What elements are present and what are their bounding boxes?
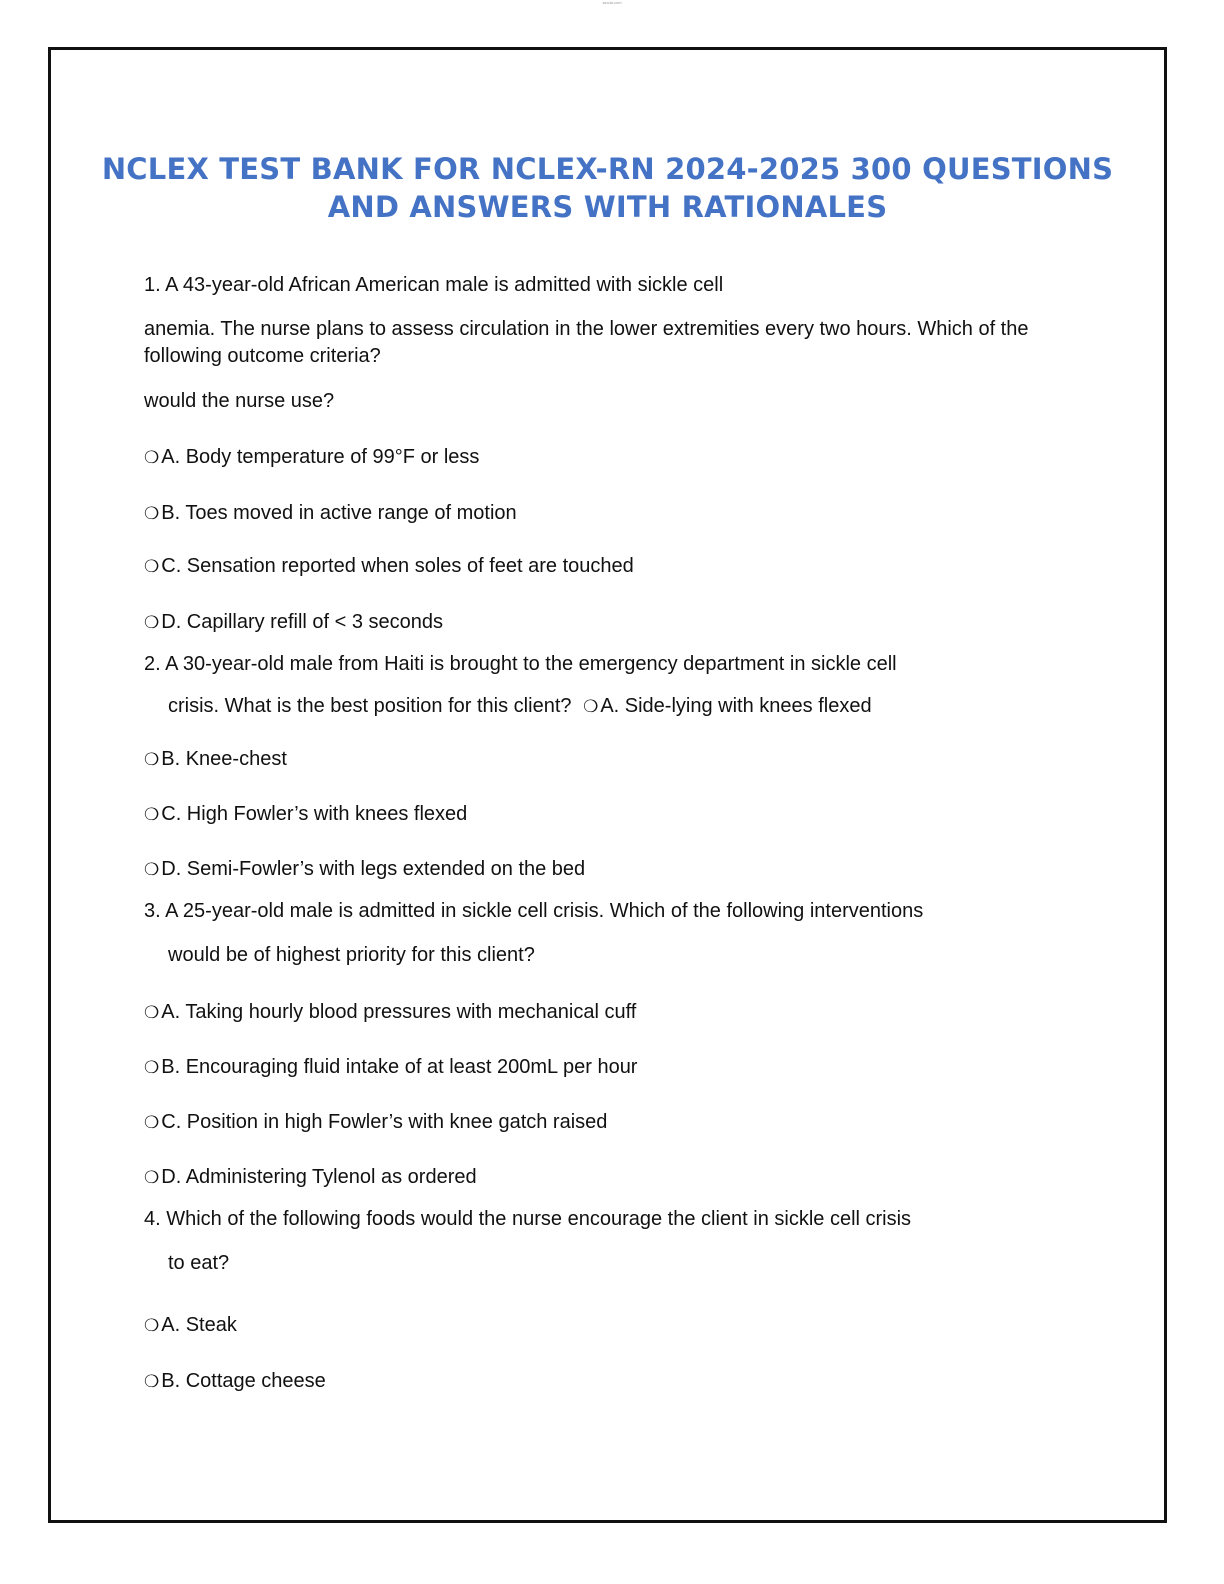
question-1-option-b[interactable]	[144, 500, 517, 527]
radio-circle-icon: ❍	[144, 805, 160, 824]
question-1-option-c[interactable]	[144, 553, 634, 580]
radio-circle-icon: ❍	[144, 860, 160, 879]
radio-circle-icon: ❍	[583, 697, 599, 716]
question-2-stem-line-1: 2. A 30-year-old male from Haiti is brought to the emergency department in sickle cell	[144, 653, 897, 675]
question-2-option-d[interactable]	[144, 856, 585, 883]
question-1-option-a[interactable]	[144, 444, 479, 471]
question-4-option-a[interactable]	[144, 1312, 237, 1339]
question-3-option-c[interactable]	[144, 1109, 607, 1136]
question-4-option-b[interactable]	[144, 1368, 326, 1395]
option-label: D. Semi-Fowler’s with legs extended on the bed	[161, 858, 586, 880]
option-label: C. Position in high Fowler’s with knee gatch raised	[161, 1111, 608, 1133]
radio-circle-icon: ❍	[144, 1168, 160, 1187]
option-label: D. Capillary refill of < 3 seconds	[161, 611, 444, 633]
option-label: B. Encouraging fluid intake of at least 200mL per hour	[161, 1056, 638, 1078]
question-4-stem-line-2: to eat?	[168, 1252, 230, 1274]
radio-circle-icon: ❍	[144, 1372, 160, 1391]
question-1-stem-line-3: following outcome criteria?	[144, 345, 381, 367]
question-3-stem-line-2: would be of highest priority for this client?	[168, 944, 535, 966]
question-1-stem-line-1: 1. A 43-year-old African American male is admitted with sickle cell	[144, 274, 724, 296]
question-4-stem-line-1: 4. Which of the following foods would the nurse encourage the client in sickle cell crisis	[144, 1208, 912, 1230]
radio-circle-icon: ❍	[144, 1316, 160, 1335]
question-2-option-a[interactable]	[583, 695, 872, 717]
question-3-stem-line-1: 3. A 25-year-old male is admitted in sickle cell crisis. Which of the following interventions	[144, 900, 924, 922]
option-label: A. Side-lying with knees flexed	[600, 695, 872, 717]
question-2-option-b[interactable]	[144, 746, 287, 773]
radio-circle-icon: ❍	[144, 557, 160, 576]
radio-circle-icon: ❍	[144, 1113, 160, 1132]
radio-circle-icon: ❍	[144, 448, 160, 467]
question-2-option-c[interactable]	[144, 801, 467, 828]
option-label: C. High Fowler’s with knees flexed	[161, 803, 468, 825]
title-line-2: AND ANSWERS WITH RATIONALES	[327, 190, 888, 224]
radio-circle-icon: ❍	[144, 750, 160, 769]
question-1-stem-line-4: would the nurse use?	[144, 390, 335, 412]
option-label: B. Knee-chest	[161, 748, 287, 770]
option-label: B. Cottage cheese	[161, 1370, 326, 1392]
question-3-option-d[interactable]	[144, 1164, 477, 1191]
option-label: A. Steak	[161, 1314, 237, 1336]
question-3-option-b[interactable]	[144, 1054, 637, 1081]
radio-circle-icon: ❍	[144, 1058, 160, 1077]
title-line-1: NCLEX TEST BANK FOR NCLEX-RN 2024-2025 300 QUESTIONS	[101, 152, 1114, 186]
question-2-stem-line-2	[168, 693, 872, 720]
question-2-stem-text: crisis. What is the best position for this client?	[168, 695, 572, 717]
option-label: C. Sensation reported when soles of feet are touched	[161, 555, 634, 577]
question-1-stem-line-2: anemia. The nurse plans to assess circulation in the lower extremities every two hours. Which of the	[144, 318, 1029, 340]
option-label: A. Taking hourly blood pressures with mechanical cuff	[161, 1001, 637, 1023]
option-label: B. Toes moved in active range of motion	[161, 502, 517, 524]
option-label: D. Administering Tylenol as ordered	[161, 1166, 477, 1188]
page-frame	[48, 47, 1167, 1523]
option-label: A. Body temperature of 99°F or less	[161, 446, 480, 468]
radio-circle-icon: ❍	[144, 1003, 160, 1022]
document-title	[51, 150, 1164, 226]
question-3-option-a[interactable]	[144, 999, 636, 1026]
radio-circle-icon: ❍	[144, 504, 160, 523]
watermark-text: stuvia.com	[602, 0, 622, 5]
question-1-option-d[interactable]	[144, 609, 443, 636]
radio-circle-icon: ❍	[144, 613, 160, 632]
